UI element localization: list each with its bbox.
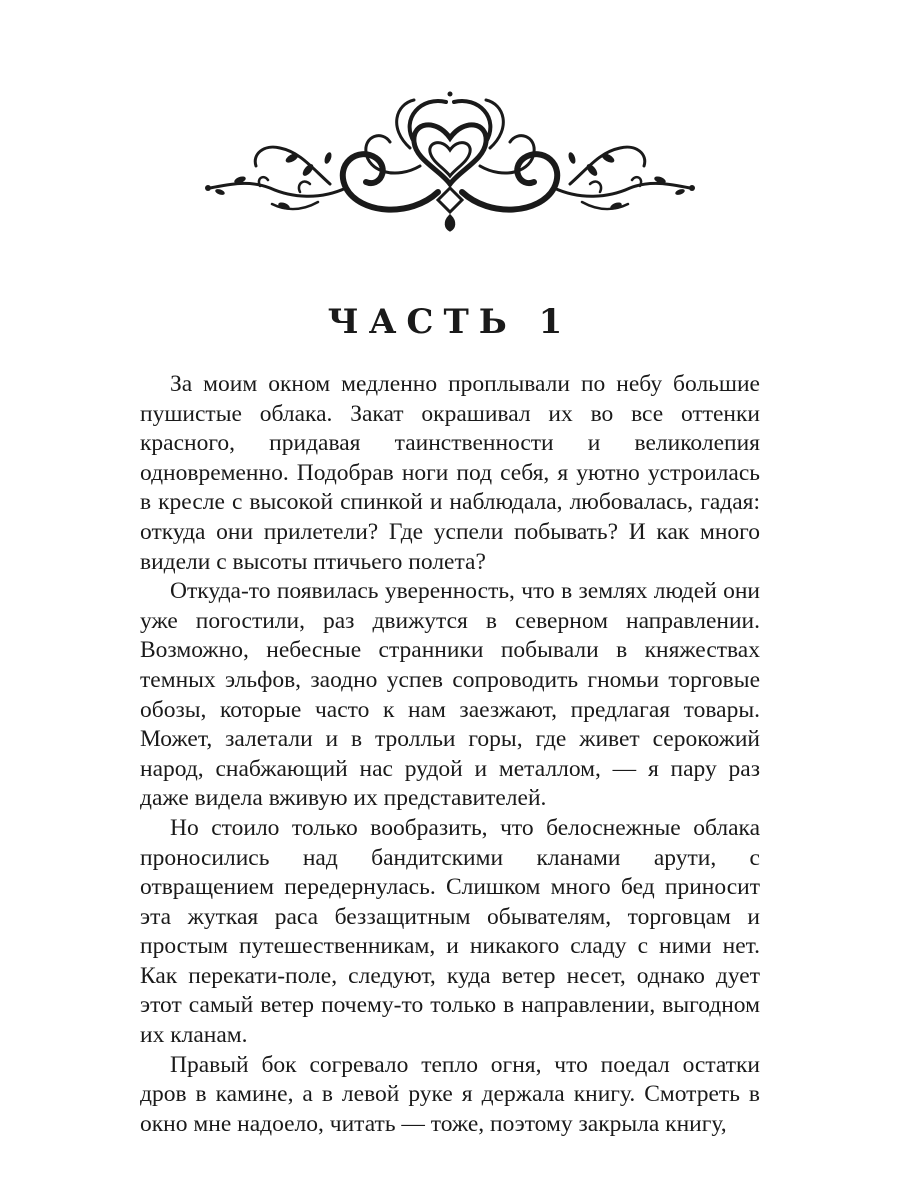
paragraph: Откуда-то появилась уверенность, что в землях людей они уже погостили, раз движутся в северном направлении. Возможно, небесные странники побывали в княжествах темных эльфов, заодно успев сопроводить гномьи торговые обозы, которые часто к нам заезжают, предлагая товары. Может, залетали и в тролльи горы, где живет серокожий народ, снабжающий нас рудой и металлом, — я пару раз даже видела вживую их представителей. — [140, 578, 760, 812]
floral-ornament-icon — [200, 88, 700, 233]
paragraph: Правый бок согревало тепло огня, что поедал остатки дров в камине, а в левой руке я держала книгу. Смотреть в окно мне надоело, читать — тоже, поэтому закрыла книгу, — [140, 1051, 760, 1137]
chapter-body — [140, 370, 760, 1139]
paragraph: За моим окном медленно проплывали по небу большие пушистые облака. Закат окрашивал их во все оттенки красного, придавая таинственности и великолепия одновременно. Подобрав ноги под себя, я уютно устроилась в кресле с высокой спинкой и наблюдала, любовалась, гадая: откуда они прилетели? Где успели побывать? И как много видели с высоты птичьего полета? — [140, 371, 760, 575]
chapter-title: ЧАСТЬ 1 — [327, 302, 573, 342]
paragraph: Но стоило только вообразить, что белоснежные облака проносились над бандитскими кланами арути, с отвращением передернулась. Слишком много бед приносит эта жуткая раса беззащитным обывателям, торговцам и простым путешественникам, и никакого сладу с ними нет. Как перекати-поле, следуют, куда ветер несет, однако дует этот самый ветер почему-то только в направлении, выгодном их кланам. — [140, 814, 760, 1049]
